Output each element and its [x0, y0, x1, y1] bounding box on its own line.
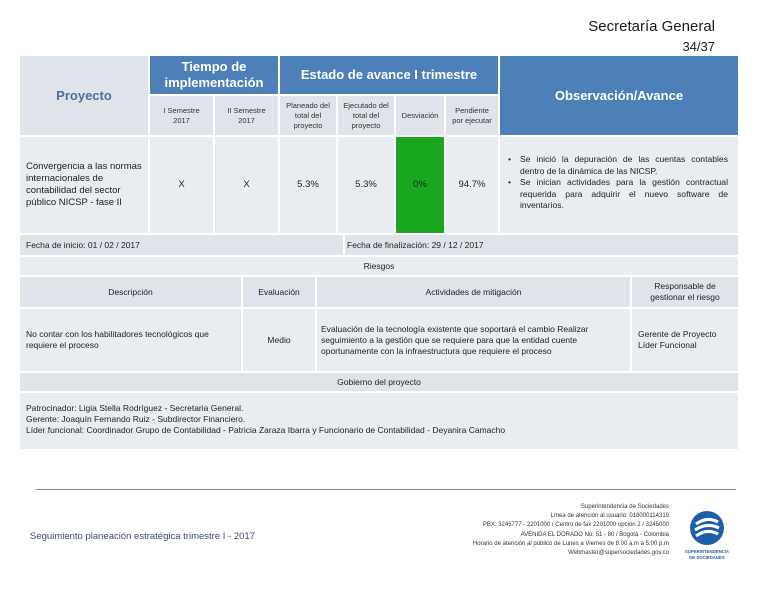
row-ejecutado: 5.3%	[338, 137, 394, 233]
row-pendiente: 94.7%	[446, 137, 498, 233]
supersociedades-logo-icon	[682, 508, 732, 562]
contact-line: PBX: 3245777 - 2201000 / Centro de fax 2201000 opción 2 / 3245000	[482, 522, 669, 529]
header-title: Secretaría General	[588, 18, 715, 35]
svg-text:DE SOCIEDADES: DE SOCIEDADES	[689, 555, 725, 560]
sub-i-semestre: I Semestre 2017	[150, 96, 213, 135]
sub-ejecutado: Ejecutado del total del proyecto	[338, 96, 394, 135]
observacion-item: • Se inician actividades para la gestión contractual requerida para adquirir el nuevo software de inventarios.	[508, 177, 728, 212]
sub-pendiente: Pendiente por ejecutar	[446, 96, 498, 135]
col-estado-header: Estado de avance I trimestre	[280, 56, 498, 94]
row-proyecto: Convergencia a las normas internacionales de contabilidad del sector público NICSP - fase II	[20, 137, 148, 233]
gobierno-patrocinador: Patrocinador: Ligia Stella Rodríguez - Secretaria General.	[26, 403, 244, 413]
sub-desviacion: Desviación	[396, 96, 444, 135]
riesgo-descripcion: No contar con los habilitadores tecnológicos que requiere el proceso	[20, 309, 241, 371]
riesgos-actividades-header: Actividades de mitigación	[317, 277, 630, 307]
fecha-inicio: Fecha de inicio: 01 / 02 / 2017	[20, 235, 343, 255]
project-table	[20, 56, 738, 456]
riesgos-title: Riesgos	[20, 257, 738, 275]
riesgos-responsable-header: Responsable de gestionar el riesgo	[632, 277, 738, 307]
row-desviacion: 0%	[396, 137, 444, 233]
sub-planeado: Planeado del total del proyecto	[280, 96, 336, 135]
row-i-semestre: X	[150, 137, 213, 233]
footer-divider	[36, 489, 736, 490]
footer-left-text: Seguimiento planeación estratégica trimestre I - 2017	[30, 531, 255, 542]
svg-text:SUPERINTENDENCIA: SUPERINTENDENCIA	[684, 549, 730, 554]
gobierno-gerente: Gerente: Joaquín Fernando Ruiz - Subdirector Financiero.	[26, 414, 246, 424]
riesgo-evaluacion: Medio	[243, 309, 315, 371]
riesgo-actividades: Evaluación de la tecnología existente que soportará el cambio Realizar seguimiento a la gestión que se requiere para que la entidad cuente oportunamente con la infraestructura que requiere el proceso	[317, 309, 630, 371]
riesgos-descripcion-header: Descripción	[20, 277, 241, 307]
gobierno-body	[20, 393, 738, 449]
gobierno-lider: Líder funcional: Coordinador Grupo de Contabilidad - Patricia Zaraza Ibarra y Funcionario de Contabilidad - Deyanira Camacho	[26, 425, 506, 435]
col-tiempo-header: Tiempo de implementación	[150, 56, 278, 94]
contact-line: Superintendencia de Sociedades	[580, 504, 669, 510]
row-planeado: 5.3%	[280, 137, 336, 233]
row-observaciones	[500, 137, 738, 233]
observacion-item: • Se inició la depuración de las cuentas contables dentro de la dinámica de las NICSP.	[508, 154, 728, 177]
riesgo-responsable: Gerente de Proyecto Líder Funcional	[632, 309, 738, 371]
fecha-fin: Fecha de finalización: 29 / 12 / 2017	[345, 235, 738, 255]
page-number: 34/37	[682, 39, 715, 54]
col-proyecto-header: Proyecto	[20, 56, 148, 135]
sub-ii-semestre: II Semestre 2017	[215, 96, 278, 135]
contact-line: Horario de atención al público de Lunes a Viernes de 8:00 a.m a 5:00 p.m	[472, 540, 669, 547]
row-ii-semestre: X	[215, 137, 278, 233]
footer-contact	[473, 503, 669, 558]
gobierno-title: Gobierno del proyecto	[20, 373, 738, 391]
col-observacion-header: Observación/Avance	[500, 56, 738, 135]
contact-line: Línea de atención al usuario: 018000114319	[550, 513, 669, 520]
contact-line: AVENIDA EL DORADO No. 51 - 80 / Bogotá - Colombia	[520, 531, 669, 538]
riesgos-evaluacion-header: Evaluación	[243, 277, 315, 307]
contact-line: Webmaster@supersociedades.gov.co	[568, 550, 669, 557]
